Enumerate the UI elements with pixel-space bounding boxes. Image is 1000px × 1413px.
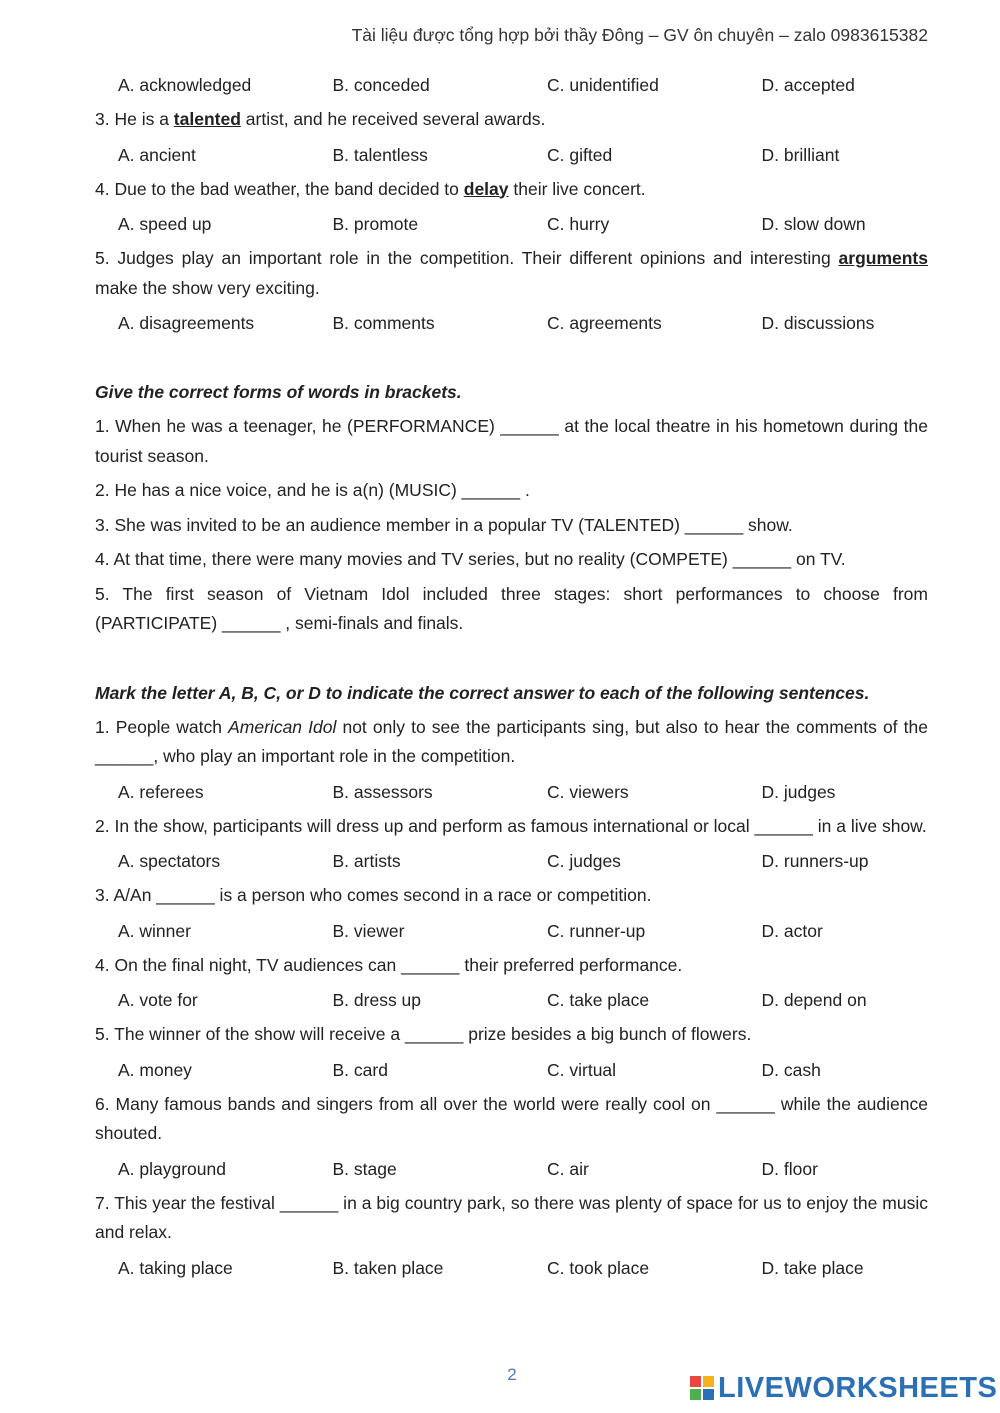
question-text: 7. This year the festival ______ in a big country park, so there was plenty of space for us to enjoy the music and relax. — [95, 1192, 928, 1242]
option[interactable]: D. floor — [761, 1158, 818, 1179]
question-options — [95, 308, 928, 338]
document-header: Tài liệu được tổng hợp bởi thầy Đông – GV ôn chuyên – zalo 0983615382 — [351, 25, 928, 45]
option[interactable]: A. spectators — [118, 851, 221, 871]
option[interactable]: D. depend on — [761, 990, 867, 1010]
keyword: talented — [173, 109, 241, 129]
option[interactable]: A. referees — [118, 781, 204, 802]
option[interactable]: C. agreements — [547, 313, 662, 333]
option[interactable]: A. vote for — [118, 990, 198, 1010]
keyword: delay — [463, 178, 509, 199]
question-text: 5. The first season of Vietnam Idol included three stages: short performances to choose from (PARTICIPATE) ______ , semi-finals and finals. — [95, 583, 928, 633]
option[interactable]: C. viewers — [547, 781, 629, 802]
option[interactable]: C. judges — [547, 851, 621, 871]
question-options — [95, 846, 928, 876]
option[interactable]: A. ancient — [118, 144, 196, 165]
option[interactable]: D. take place — [761, 1257, 864, 1278]
option[interactable]: C. unidentified — [547, 75, 659, 95]
question-text: 3. She was invited to be an audience member in a popular TV (TALENTED) ______ show. — [95, 514, 793, 535]
option[interactable]: D. judges — [761, 781, 836, 802]
question-options — [95, 70, 928, 100]
question-options — [95, 1154, 928, 1184]
option[interactable]: B. artists — [332, 851, 401, 871]
question-options — [95, 916, 928, 946]
option[interactable]: B. assessors — [332, 781, 433, 802]
question-text: 4. Due to the bad weather, the band decided to delay their live concert. — [95, 178, 646, 199]
option[interactable]: D. discussions — [761, 313, 875, 333]
question-text: 2. He has a nice voice, and he is a(n) (MUSIC) ______ . — [95, 480, 530, 500]
option[interactable]: C. air — [547, 1158, 589, 1179]
question-text: 4. At that time, there were many movies and TV series, but no reality (COMPETE) ______ on TV. — [95, 549, 846, 569]
option[interactable]: B. dress up — [332, 990, 422, 1010]
question-options — [95, 1055, 928, 1085]
option[interactable]: B. viewer — [332, 920, 405, 941]
option[interactable]: A. playground — [118, 1158, 226, 1179]
option[interactable]: A. acknowledged — [118, 75, 252, 95]
option[interactable]: C. take place — [547, 990, 650, 1010]
option[interactable]: D. brilliant — [761, 144, 840, 165]
question-options — [95, 140, 928, 170]
option[interactable]: B. taken place — [332, 1257, 444, 1278]
option[interactable]: A. speed up — [118, 214, 212, 234]
option[interactable]: A. money — [118, 1059, 192, 1080]
option[interactable]: B. stage — [332, 1158, 397, 1179]
show-title: American Idol — [228, 716, 337, 737]
option[interactable]: B. conceded — [332, 75, 430, 95]
option[interactable]: C. hurry — [547, 214, 610, 234]
option[interactable]: B. card — [332, 1059, 388, 1080]
option[interactable]: A. taking place — [118, 1257, 233, 1278]
option[interactable]: D. accepted — [761, 75, 855, 95]
option[interactable]: A. disagreements — [118, 313, 255, 333]
option[interactable]: D. actor — [761, 920, 823, 941]
option[interactable]: B. talentless — [332, 144, 428, 165]
question-text: 3. A/An ______ is a person who comes second in a race or competition. — [95, 885, 652, 905]
question-text: 6. Many famous bands and singers from all over the world were really cool on ______ while the audience shouted. — [95, 1093, 928, 1143]
question-text: 3. He is a talented artist, and he received several awards. — [95, 109, 546, 129]
question-text: 5. The winner of the show will receive a ______ prize besides a big bunch of flowers. — [95, 1024, 752, 1044]
keyword: arguments — [838, 248, 928, 268]
question-text: 4. On the final night, TV audiences can ______ their preferred performance. — [95, 954, 683, 975]
option[interactable]: C. virtual — [547, 1059, 617, 1080]
option[interactable]: C. gifted — [547, 144, 613, 165]
question-options — [95, 1253, 928, 1283]
section-heading: Give the correct forms of words in brackets. — [95, 382, 462, 402]
liveworksheets-logo-icon — [690, 1376, 714, 1400]
option[interactable]: A. winner — [118, 920, 191, 941]
question-text: 1. People watch American Idol not only to see the participants sing, but also to hear the comments of the ______, who play an important role in the competition. — [95, 716, 928, 766]
option[interactable]: D. slow down — [761, 214, 866, 234]
worksheet-body — [95, 70, 928, 1288]
question-options — [95, 985, 928, 1015]
option[interactable]: C. took place — [547, 1257, 650, 1278]
option[interactable]: B. comments — [332, 313, 435, 333]
question-text: 1. When he was a teenager, he (PERFORMANCE) ______ at the local theatre in his hometown during the tourist season. — [95, 416, 928, 466]
option[interactable]: B. promote — [332, 214, 419, 234]
liveworksheets-brand[interactable] — [690, 1372, 997, 1404]
question-text: 5. Judges play an important role in the competition. Their different opinions and interesting arguments make the show very exciting. — [95, 248, 928, 298]
option[interactable]: D. runners-up — [761, 851, 869, 871]
option[interactable]: C. runner-up — [547, 920, 646, 941]
option[interactable]: D. cash — [761, 1059, 821, 1080]
section-heading: Mark the letter A, B, C, or D to indicate the correct answer to each of the following sentences. — [95, 682, 870, 703]
brand-name: LIVEWORKSHEETS — [718, 1371, 998, 1404]
page-number: 2 — [507, 1365, 517, 1384]
question-options — [95, 777, 928, 807]
question-text: 2. In the show, participants will dress up and perform as famous international or local ______ in a live show. — [95, 815, 927, 836]
question-options — [95, 209, 928, 239]
